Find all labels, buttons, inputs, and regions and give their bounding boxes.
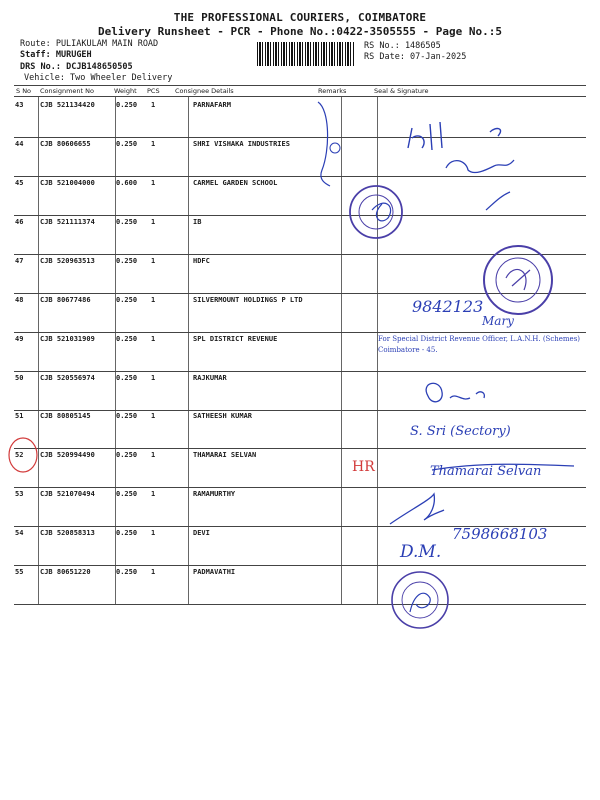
handwritten-phone-row54: 7598668103 [452,525,548,543]
row-sno: 52 [15,451,24,459]
staff-value: MURUGEH [55,50,92,60]
row-sno: 45 [15,179,24,187]
row-consignment: CJB 521031909 [40,335,95,343]
row-weight: 0.250 [116,412,138,420]
handwritten-name-row48: Mary [482,314,514,328]
row-pcs: 1 [151,412,156,420]
drs-label: DRS No.: [20,62,61,72]
rs-number: RS No.: 1486505 [364,41,441,51]
rs-date: RS Date: 07-Jan-2025 [364,52,467,62]
row-sno: 50 [15,374,24,382]
row-consignment: CJB 80677486 [40,296,91,304]
row-sno: 43 [15,101,24,109]
row-consignee: SPL DISTRICT REVENUE [193,335,278,343]
vehicle-label: Vehicle: Two Wheeler Delivery [24,73,173,83]
row-consignee: PADMAVATHI [193,568,236,576]
handwritten-sign-row52: Thamarai Selvan [430,464,542,479]
row-sno: 55 [15,568,24,576]
row-pcs: 1 [151,529,156,537]
row-pcs: 1 [151,490,156,498]
col-consignee: Consignee Details [175,87,234,95]
row-weight: 0.250 [116,374,138,382]
handwritten-sign-row54: D.M. [400,542,442,562]
row-sno: 48 [15,296,24,304]
route-label: Route: PULIAKULAM MAIN ROAD [20,39,159,49]
row-pcs: 1 [151,374,156,382]
row-pcs: 1 [151,335,156,343]
row-sno: 54 [15,529,24,537]
row-weight: 0.250 [116,451,138,459]
row-consignee: THAMARAI SELVAN [193,451,257,459]
row-consignee: CARMEL GARDEN SCHOOL [193,179,278,187]
row-consignment: CJB 80805145 [40,412,91,420]
row-sno: 49 [15,335,24,343]
row-consignee: IB [193,218,202,226]
handwritten-name-row51: S. Sri (Sectory) [410,424,511,439]
row-pcs: 1 [151,296,156,304]
company-title: THE PROFESSIONAL COURIERS, COIMBATORE [173,11,427,24]
row-consignment: CJB 521134420 [40,101,95,109]
row-weight: 0.250 [116,335,138,343]
remark-row52: HR [352,459,375,475]
row-consignment: CJB 80651220 [40,568,91,576]
row-sno: 44 [15,140,24,148]
runsheet-subtitle: Delivery Runsheet - PCR - Phone No.:0422-3505555 - Page No.:5 [98,25,502,38]
seal-row49: For Special District Revenue Officer, L.A.N.H. (Schemes) Coimbatore - 45. [378,335,581,354]
row-pcs: 1 [151,257,156,265]
drs-value: DCJB148650505 [66,62,133,72]
row-consignment: CJB 520858313 [40,529,95,537]
row-weight: 0.250 [116,529,138,537]
col-pcs: PCS [147,87,160,95]
staff-label: Staff: [20,50,51,60]
row-pcs: 1 [151,218,156,226]
row-pcs: 1 [151,451,156,459]
row-consignment: CJB 521070494 [40,490,95,498]
row-consignee: SILVERMOUNT HOLDINGS P LTD [193,296,303,304]
row-consignee: RAJKUMAR [193,374,227,382]
row-pcs: 1 [151,101,156,109]
col-seal-signature: Seal & Signature [374,87,429,95]
row-weight: 0.250 [116,218,138,226]
row-consignee: PARNAFARM [193,101,231,109]
row-weight: 0.250 [116,257,138,265]
row-weight: 0.600 [116,179,138,187]
handwritten-phone-row48: 9842123 [412,297,484,316]
col-weight: Weight [114,87,137,95]
row-weight: 0.250 [116,296,138,304]
row-consignment: CJB 520963513 [40,257,95,265]
row-weight: 0.250 [116,568,138,576]
row-consignment: CJB 80606655 [40,140,91,148]
col-remarks: Remarks [318,87,347,95]
row-weight: 0.250 [116,140,138,148]
row-sno: 53 [15,490,24,498]
row-consignee: DEVI [193,529,210,537]
row-consignee: SATHEESH KUMAR [193,412,253,420]
col-consignment: Consignment No [40,87,94,95]
row-consignment: CJB 521111374 [40,218,95,226]
row-consignee: HDFC [193,257,210,265]
row-consignee: SHRI VISHAKA INDUSTRIES [193,140,290,148]
row-sno: 51 [15,412,24,420]
row-consignment: CJB 521004000 [40,179,95,187]
row-sno: 47 [15,257,24,265]
row-weight: 0.250 [116,101,138,109]
row-sno: 46 [15,218,24,226]
row-pcs: 1 [151,140,156,148]
row-consignment: CJB 520994490 [40,451,95,459]
row-pcs: 1 [151,568,156,576]
col-sno: S No [16,87,32,95]
row-consignment: CJB 520556974 [40,374,95,382]
row-weight: 0.250 [116,490,138,498]
row-consignee: RAMAMURTHY [193,490,236,498]
row-pcs: 1 [151,179,156,187]
